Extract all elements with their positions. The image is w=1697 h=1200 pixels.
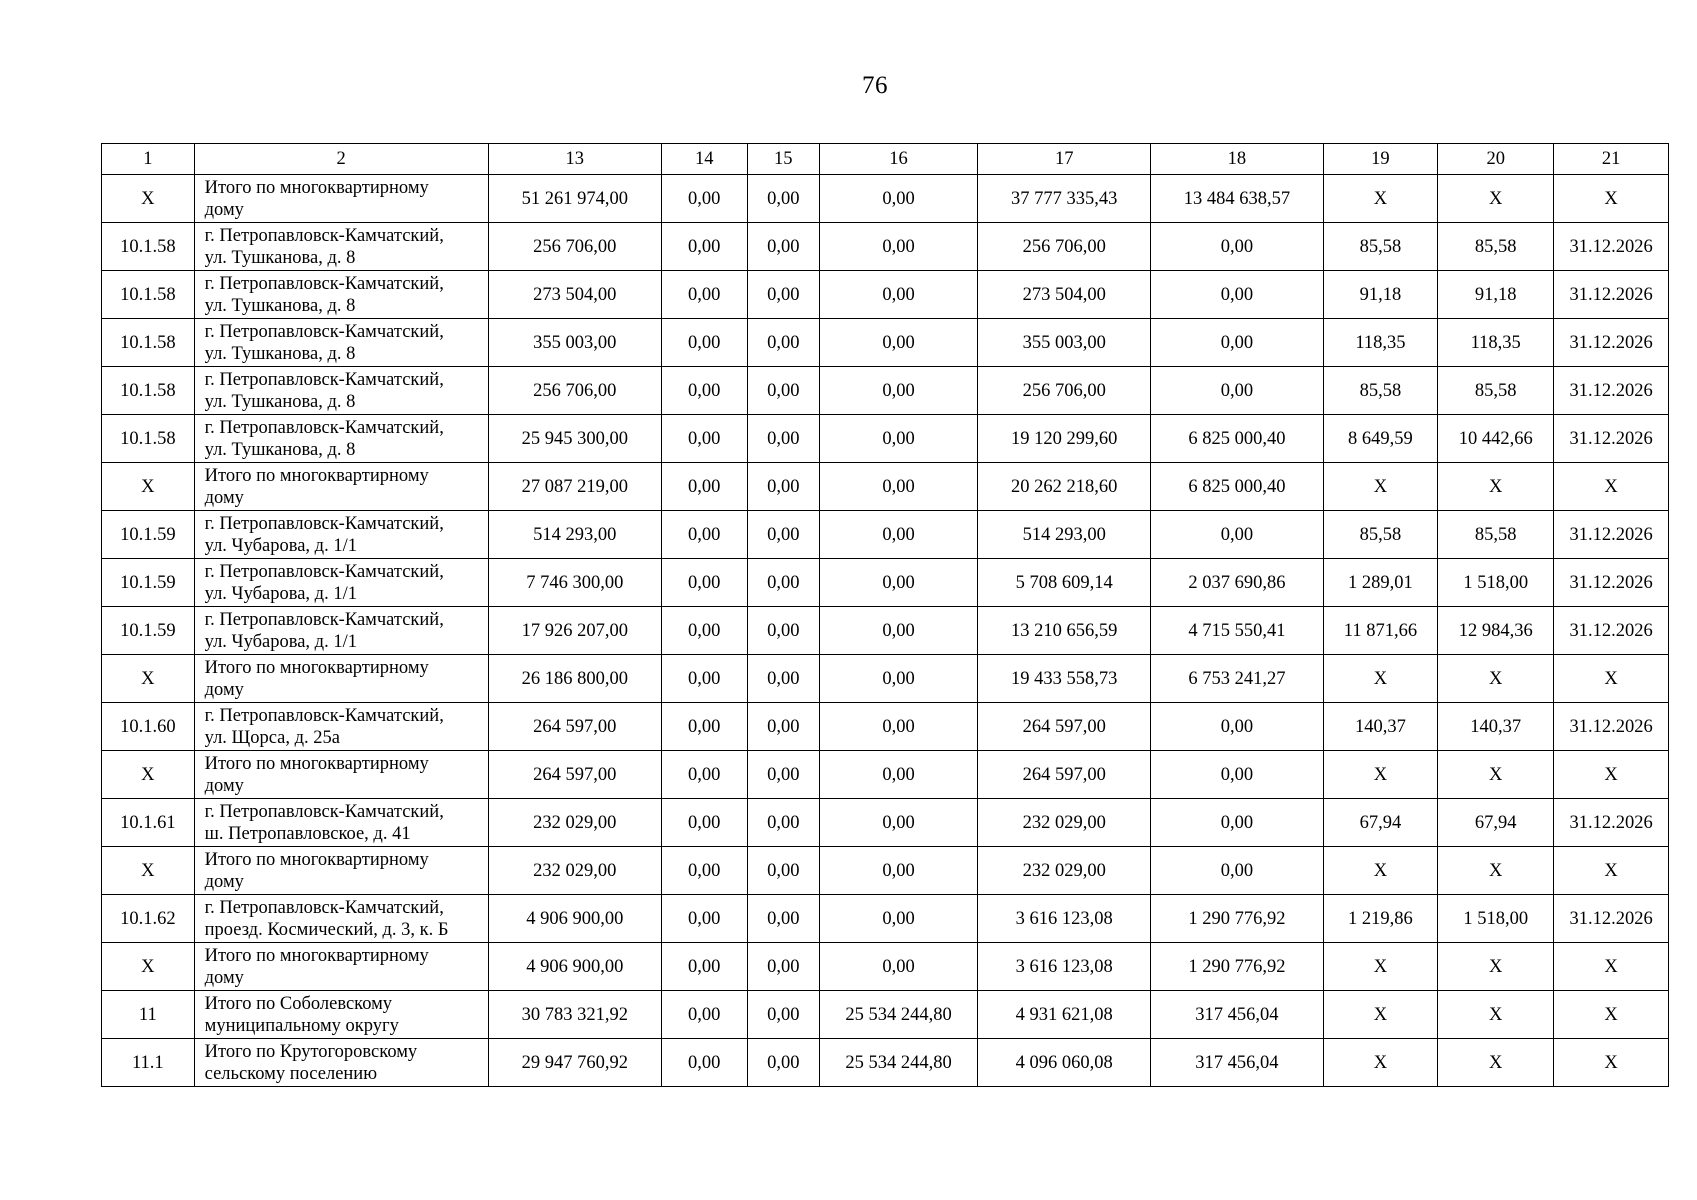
cell-20: Х [1438, 943, 1554, 991]
cell-16: 0,00 [820, 751, 978, 799]
row-number: 10.1.58 [102, 319, 195, 367]
cell-20: 1 518,00 [1438, 895, 1554, 943]
row-name-line: Итого по многоквартирному [204, 849, 429, 870]
cell-14: 0,00 [661, 463, 747, 511]
cell-17: 19 120 299,60 [978, 415, 1151, 463]
cell-19: 1 219,86 [1323, 895, 1438, 943]
row-name-line: г. Петропавловск-Камчатский, [204, 897, 444, 918]
cell-14: 0,00 [661, 991, 747, 1039]
cell-13: 232 029,00 [488, 799, 661, 847]
cell-16: 0,00 [820, 223, 978, 271]
cell-15: 0,00 [747, 703, 820, 751]
row-name-line: г. Петропавловск-Камчатский, [204, 273, 444, 294]
cell-20: Х [1438, 655, 1554, 703]
row-number: Х [102, 847, 195, 895]
cell-15: 0,00 [747, 991, 820, 1039]
cell-21: 31.12.2026 [1554, 319, 1669, 367]
cell-21: Х [1554, 847, 1669, 895]
cell-20: 67,94 [1438, 799, 1554, 847]
cell-16: 0,00 [820, 175, 978, 223]
row-number: 11 [102, 991, 195, 1039]
cell-16: 25 534 244,80 [820, 991, 978, 1039]
cell-18: 6 753 241,27 [1151, 655, 1323, 703]
cell-21: Х [1554, 991, 1669, 1039]
cell-18: 0,00 [1151, 223, 1323, 271]
cell-15: 0,00 [747, 655, 820, 703]
header-row [102, 144, 1669, 175]
cell-19: Х [1323, 463, 1438, 511]
row-name-line: ул. Тушканова, д. 8 [204, 439, 356, 460]
cell-16: 0,00 [820, 511, 978, 559]
cell-16: 0,00 [820, 847, 978, 895]
cell-20: 85,58 [1438, 367, 1554, 415]
cell-21: 31.12.2026 [1554, 367, 1669, 415]
cell-21: 31.12.2026 [1554, 703, 1669, 751]
row-name [194, 463, 488, 511]
column-header-1: 1 [102, 144, 195, 175]
cell-18: 1 290 776,92 [1151, 895, 1323, 943]
cell-13: 30 783 321,92 [488, 991, 661, 1039]
row-name-line: дому [204, 199, 244, 220]
row-name [194, 319, 488, 367]
cell-17: 273 504,00 [978, 271, 1151, 319]
cell-16: 0,00 [820, 415, 978, 463]
column-header-17: 17 [978, 144, 1151, 175]
row-name-line: ул. Чубарова, д. 1/1 [204, 535, 357, 556]
row-number: 10.1.59 [102, 559, 195, 607]
cell-19: Х [1323, 751, 1438, 799]
row-number: 10.1.58 [102, 415, 195, 463]
column-header-2: 2 [194, 144, 488, 175]
row-name [194, 847, 488, 895]
cell-13: 25 945 300,00 [488, 415, 661, 463]
cell-13: 27 087 219,00 [488, 463, 661, 511]
cell-18: 0,00 [1151, 703, 1323, 751]
cell-17: 4 931 621,08 [978, 991, 1151, 1039]
cell-18: 4 715 550,41 [1151, 607, 1323, 655]
cell-21: Х [1554, 751, 1669, 799]
cell-18: 0,00 [1151, 319, 1323, 367]
cell-15: 0,00 [747, 847, 820, 895]
cell-16: 0,00 [820, 943, 978, 991]
cell-17: 5 708 609,14 [978, 559, 1151, 607]
cell-16: 0,00 [820, 607, 978, 655]
cell-14: 0,00 [661, 799, 747, 847]
cell-19: 85,58 [1323, 511, 1438, 559]
cell-16: 0,00 [820, 655, 978, 703]
cell-18: 2 037 690,86 [1151, 559, 1323, 607]
row-name-line: г. Петропавловск-Камчатский, [204, 561, 444, 582]
cell-20: Х [1438, 463, 1554, 511]
column-header-14: 14 [661, 144, 747, 175]
cell-21: 31.12.2026 [1554, 511, 1669, 559]
row-name [194, 895, 488, 943]
cell-16: 0,00 [820, 271, 978, 319]
row-name-line: ул. Тушканова, д. 8 [204, 391, 356, 412]
cell-14: 0,00 [661, 175, 747, 223]
column-header-15: 15 [747, 144, 820, 175]
cell-21: Х [1554, 1039, 1669, 1087]
row-number: 10.1.59 [102, 607, 195, 655]
cell-20: 10 442,66 [1438, 415, 1554, 463]
cell-15: 0,00 [747, 271, 820, 319]
cell-15: 0,00 [747, 559, 820, 607]
row-name-line: ул. Тушканова, д. 8 [204, 343, 356, 364]
cell-17: 264 597,00 [978, 703, 1151, 751]
cell-14: 0,00 [661, 271, 747, 319]
cell-16: 0,00 [820, 463, 978, 511]
table-row [102, 463, 1669, 511]
cell-20: 85,58 [1438, 511, 1554, 559]
row-name [194, 1039, 488, 1087]
cell-16: 0,00 [820, 703, 978, 751]
cell-13: 17 926 207,00 [488, 607, 661, 655]
cell-20: Х [1438, 847, 1554, 895]
table-row [102, 271, 1669, 319]
cell-20: 140,37 [1438, 703, 1554, 751]
cell-17: 3 616 123,08 [978, 895, 1151, 943]
row-number: 10.1.58 [102, 223, 195, 271]
cell-17: 19 433 558,73 [978, 655, 1151, 703]
cell-15: 0,00 [747, 463, 820, 511]
table-row [102, 367, 1669, 415]
cell-18: 317 456,04 [1151, 991, 1323, 1039]
row-name-line: г. Петропавловск-Камчатский, [204, 321, 444, 342]
data-table [101, 143, 1669, 1087]
column-header-19: 19 [1323, 144, 1438, 175]
cell-13: 232 029,00 [488, 847, 661, 895]
cell-20: 12 984,36 [1438, 607, 1554, 655]
table-row [102, 847, 1669, 895]
row-name [194, 943, 488, 991]
cell-15: 0,00 [747, 895, 820, 943]
table-row [102, 415, 1669, 463]
row-name-line: Итого по многоквартирному [204, 753, 429, 774]
cell-13: 264 597,00 [488, 751, 661, 799]
cell-17: 264 597,00 [978, 751, 1151, 799]
table-row [102, 751, 1669, 799]
cell-20: 118,35 [1438, 319, 1554, 367]
row-name-line: дому [204, 679, 244, 700]
cell-18: 6 825 000,40 [1151, 463, 1323, 511]
row-name [194, 367, 488, 415]
cell-19: 8 649,59 [1323, 415, 1438, 463]
cell-20: Х [1438, 751, 1554, 799]
row-name-line: г. Петропавловск-Камчатский, [204, 705, 444, 726]
cell-16: 0,00 [820, 559, 978, 607]
row-name [194, 271, 488, 319]
row-number: 10.1.61 [102, 799, 195, 847]
table-row [102, 223, 1669, 271]
cell-17: 256 706,00 [978, 223, 1151, 271]
cell-14: 0,00 [661, 1039, 747, 1087]
cell-21: 31.12.2026 [1554, 223, 1669, 271]
cell-13: 4 906 900,00 [488, 895, 661, 943]
cell-19: 85,58 [1323, 223, 1438, 271]
row-name-line: г. Петропавловск-Камчатский, [204, 225, 444, 246]
table-row [102, 511, 1669, 559]
row-name-line: г. Петропавловск-Камчатский, [204, 369, 444, 390]
cell-17: 13 210 656,59 [978, 607, 1151, 655]
row-name-line: дому [204, 871, 244, 892]
cell-19: Х [1323, 655, 1438, 703]
row-name-line: дому [204, 967, 244, 988]
row-number: Х [102, 751, 195, 799]
cell-14: 0,00 [661, 415, 747, 463]
cell-14: 0,00 [661, 367, 747, 415]
cell-18: 0,00 [1151, 511, 1323, 559]
cell-20: Х [1438, 175, 1554, 223]
row-name [194, 175, 488, 223]
table-row [102, 943, 1669, 991]
cell-20: 1 518,00 [1438, 559, 1554, 607]
cell-14: 0,00 [661, 511, 747, 559]
cell-13: 256 706,00 [488, 223, 661, 271]
table-row [102, 1039, 1669, 1087]
cell-16: 25 534 244,80 [820, 1039, 978, 1087]
cell-19: Х [1323, 847, 1438, 895]
row-name-line: сельскому поселению [204, 1063, 378, 1084]
cell-21: 31.12.2026 [1554, 415, 1669, 463]
row-name-line: Итого по многоквартирному [204, 945, 429, 966]
cell-13: 51 261 974,00 [488, 175, 661, 223]
cell-17: 3 616 123,08 [978, 943, 1151, 991]
cell-13: 273 504,00 [488, 271, 661, 319]
cell-14: 0,00 [661, 847, 747, 895]
row-name-line: ул. Тушканова, д. 8 [204, 295, 356, 316]
column-header-16: 16 [820, 144, 978, 175]
cell-18: 0,00 [1151, 847, 1323, 895]
cell-15: 0,00 [747, 943, 820, 991]
cell-19: Х [1323, 943, 1438, 991]
table-row [102, 607, 1669, 655]
column-header-20: 20 [1438, 144, 1554, 175]
cell-16: 0,00 [820, 367, 978, 415]
cell-21: Х [1554, 943, 1669, 991]
row-number: 10.1.58 [102, 367, 195, 415]
cell-17: 20 262 218,60 [978, 463, 1151, 511]
row-name-line: муниципальному округу [204, 1015, 399, 1036]
cell-20: 91,18 [1438, 271, 1554, 319]
cell-14: 0,00 [661, 607, 747, 655]
row-name-line: Итого по Крутогоровскому [204, 1041, 418, 1062]
cell-21: Х [1554, 463, 1669, 511]
table-row [102, 319, 1669, 367]
row-name-line: Итого по многоквартирному [204, 177, 429, 198]
cell-19: 118,35 [1323, 319, 1438, 367]
row-name-line: ул. Щорса, д. 25а [204, 727, 340, 748]
row-number: Х [102, 655, 195, 703]
cell-14: 0,00 [661, 895, 747, 943]
cell-15: 0,00 [747, 1039, 820, 1087]
cell-17: 37 777 335,43 [978, 175, 1151, 223]
table-row [102, 559, 1669, 607]
cell-17: 232 029,00 [978, 799, 1151, 847]
row-name-line: г. Петропавловск-Камчатский, [204, 609, 444, 630]
column-header-13: 13 [488, 144, 661, 175]
row-name-line: ш. Петропавловское, д. 41 [204, 823, 411, 844]
row-name [194, 223, 488, 271]
row-name-line: ул. Тушканова, д. 8 [204, 247, 356, 268]
table-body [102, 175, 1669, 1087]
row-name-line: Итого по многоквартирному [204, 657, 429, 678]
row-name [194, 799, 488, 847]
row-name-line: ул. Чубарова, д. 1/1 [204, 583, 357, 604]
row-name-line: ул. Чубарова, д. 1/1 [204, 631, 357, 652]
cell-21: 31.12.2026 [1554, 607, 1669, 655]
row-name-line: Итого по многоквартирному [204, 465, 429, 486]
row-name [194, 415, 488, 463]
cell-14: 0,00 [661, 319, 747, 367]
cell-13: 355 003,00 [488, 319, 661, 367]
cell-18: 0,00 [1151, 799, 1323, 847]
cell-20: Х [1438, 1039, 1554, 1087]
cell-19: 140,37 [1323, 703, 1438, 751]
row-name [194, 655, 488, 703]
cell-15: 0,00 [747, 511, 820, 559]
table-header [102, 144, 1669, 175]
row-name-line: г. Петропавловск-Камчатский, [204, 801, 444, 822]
row-number: Х [102, 463, 195, 511]
cell-19: 67,94 [1323, 799, 1438, 847]
cell-19: 85,58 [1323, 367, 1438, 415]
cell-15: 0,00 [747, 223, 820, 271]
cell-14: 0,00 [661, 223, 747, 271]
cell-16: 0,00 [820, 319, 978, 367]
cell-15: 0,00 [747, 175, 820, 223]
cell-19: 11 871,66 [1323, 607, 1438, 655]
cell-19: Х [1323, 175, 1438, 223]
cell-18: 13 484 638,57 [1151, 175, 1323, 223]
row-number: 10.1.62 [102, 895, 195, 943]
cell-21: Х [1554, 175, 1669, 223]
cell-18: 317 456,04 [1151, 1039, 1323, 1087]
row-number: 11.1 [102, 1039, 195, 1087]
cell-19: 91,18 [1323, 271, 1438, 319]
cell-14: 0,00 [661, 943, 747, 991]
cell-15: 0,00 [747, 367, 820, 415]
row-name-line: проезд. Космический, д. 3, к. Б [204, 919, 449, 940]
row-number: 10.1.58 [102, 271, 195, 319]
row-name [194, 607, 488, 655]
cell-18: 6 825 000,40 [1151, 415, 1323, 463]
cell-13: 4 906 900,00 [488, 943, 661, 991]
cell-18: 0,00 [1151, 271, 1323, 319]
cell-21: Х [1554, 655, 1669, 703]
row-number: Х [102, 175, 195, 223]
row-name [194, 991, 488, 1039]
row-number: Х [102, 943, 195, 991]
cell-17: 4 096 060,08 [978, 1039, 1151, 1087]
row-name-line: дому [204, 775, 244, 796]
table-row [102, 895, 1669, 943]
cell-15: 0,00 [747, 799, 820, 847]
row-number: 10.1.60 [102, 703, 195, 751]
cell-13: 264 597,00 [488, 703, 661, 751]
row-name [194, 751, 488, 799]
cell-15: 0,00 [747, 751, 820, 799]
row-name-line: г. Петропавловск-Камчатский, [204, 513, 444, 534]
cell-15: 0,00 [747, 319, 820, 367]
row-name-line: Итого по Соболевскому [204, 993, 393, 1014]
cell-13: 7 746 300,00 [488, 559, 661, 607]
row-name [194, 511, 488, 559]
cell-21: 31.12.2026 [1554, 271, 1669, 319]
cell-18: 0,00 [1151, 751, 1323, 799]
cell-20: 85,58 [1438, 223, 1554, 271]
cell-13: 26 186 800,00 [488, 655, 661, 703]
row-name-line: дому [204, 487, 244, 508]
table-row [102, 703, 1669, 751]
cell-14: 0,00 [661, 655, 747, 703]
cell-13: 514 293,00 [488, 511, 661, 559]
cell-19: 1 289,01 [1323, 559, 1438, 607]
cell-14: 0,00 [661, 559, 747, 607]
page-number: 76 [862, 72, 888, 99]
table-row [102, 655, 1669, 703]
cell-21: 31.12.2026 [1554, 799, 1669, 847]
row-name-line: г. Петропавловск-Камчатский, [204, 417, 444, 438]
cell-18: 1 290 776,92 [1151, 943, 1323, 991]
cell-13: 256 706,00 [488, 367, 661, 415]
cell-14: 0,00 [661, 751, 747, 799]
table-row [102, 175, 1669, 223]
cell-15: 0,00 [747, 607, 820, 655]
cell-21: 31.12.2026 [1554, 895, 1669, 943]
cell-19: Х [1323, 991, 1438, 1039]
cell-17: 256 706,00 [978, 367, 1151, 415]
cell-14: 0,00 [661, 703, 747, 751]
table-row [102, 799, 1669, 847]
cell-18: 0,00 [1151, 367, 1323, 415]
cell-19: Х [1323, 1039, 1438, 1087]
cell-16: 0,00 [820, 799, 978, 847]
cell-16: 0,00 [820, 895, 978, 943]
cell-21: 31.12.2026 [1554, 559, 1669, 607]
row-name [194, 703, 488, 751]
cell-17: 232 029,00 [978, 847, 1151, 895]
cell-17: 514 293,00 [978, 511, 1151, 559]
table-row [102, 991, 1669, 1039]
cell-15: 0,00 [747, 415, 820, 463]
cell-17: 355 003,00 [978, 319, 1151, 367]
cell-20: Х [1438, 991, 1554, 1039]
cell-13: 29 947 760,92 [488, 1039, 661, 1087]
column-header-21: 21 [1554, 144, 1669, 175]
column-header-18: 18 [1151, 144, 1323, 175]
row-number: 10.1.59 [102, 511, 195, 559]
row-name [194, 559, 488, 607]
